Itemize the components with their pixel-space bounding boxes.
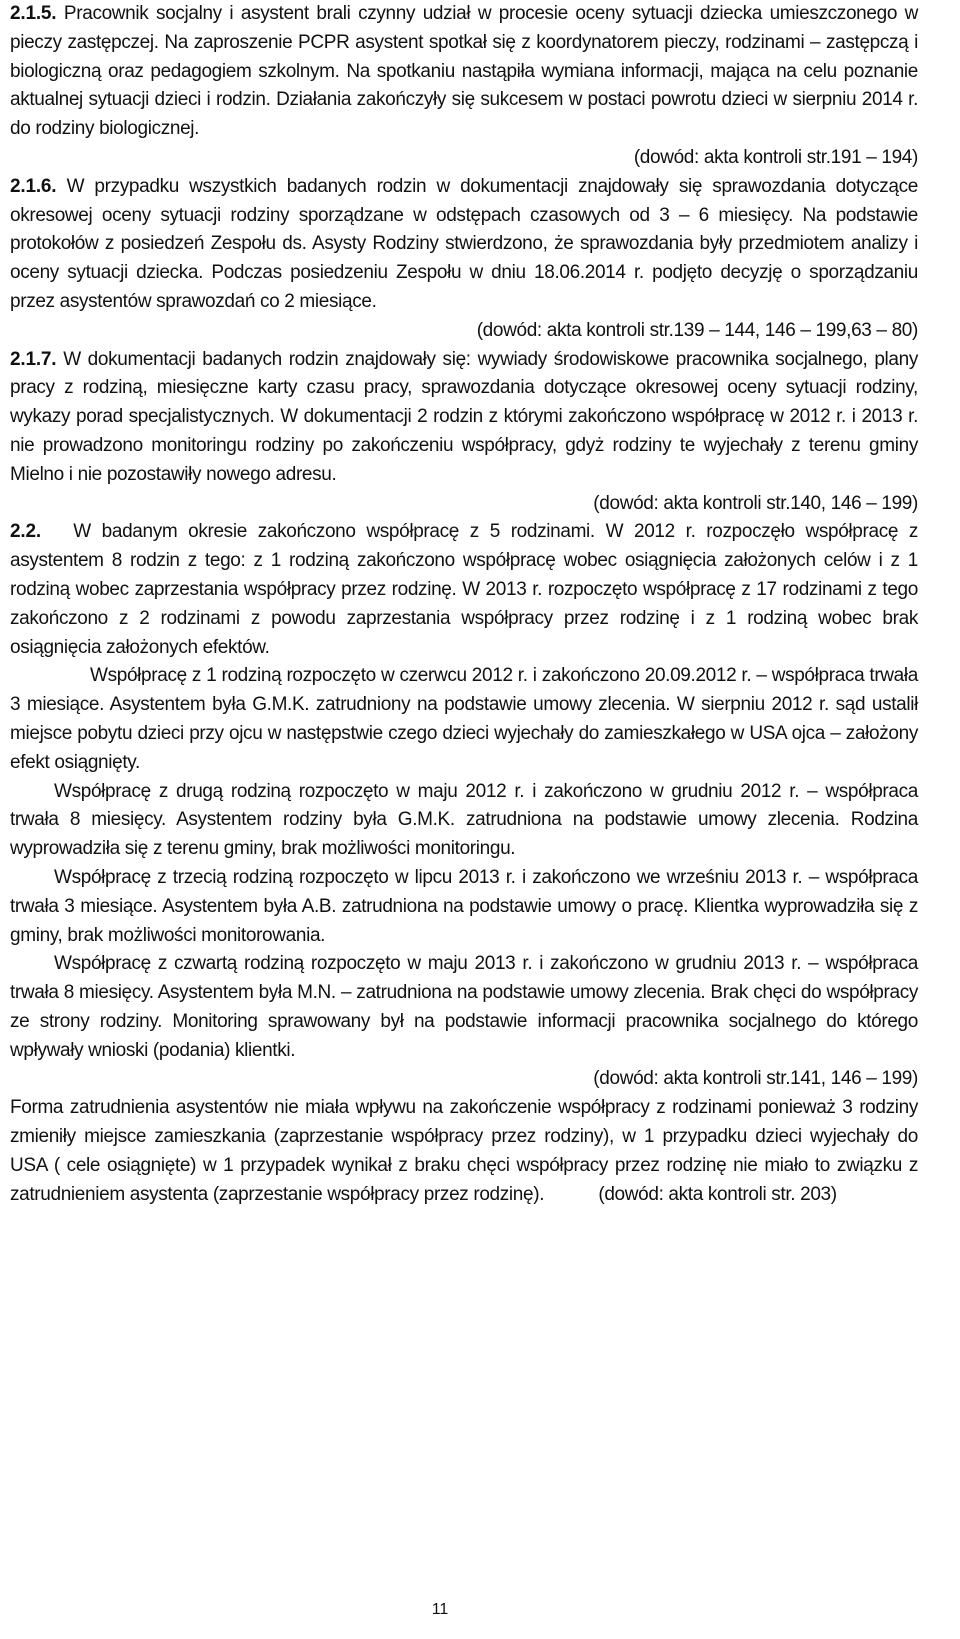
section-number: 2.1.7. bbox=[10, 348, 57, 370]
section-text: W przypadku wszystkich badanych rodzin w dokumentacji znajdowały się sprawozdania dotyczące okresowej oceny sytuacji rodziny sporządzane w odstępach czasowych od 3 – 6 miesięcy. Na podstawie protokołów z posiedzeń Zespołu ds. Asysty Rodziny stwierdzono, że sprawozdania były przedmiotem analizy i oceny sytuacji dziecka. Podczas posiedzeniu Zespołu w dniu 18.06.2014 r. podjęto decyzję o sporządzaniu przez asystentów sprawozdań co 2 miesiące. bbox=[10, 175, 918, 312]
case-paragraph-1: Współpracę z 1 rodziną rozpoczęto w czerwcu 2012 r. i zakończono 20.09.2012 r. – współpraca trwała 3 miesiące. Asystentem była G.M.K. zatrudniony na podstawie umowy zlecenia. W sierpniu 2012 r. sąd ustalił miejsce pobytu dzieci przy ojcu w następstwie czego dzieci wyjechały do zamieszkałego w USA ojca – założony efekt osiągnięty. bbox=[10, 665, 918, 773]
evidence-citation: (dowód: akta kontroli str.191 – 194) bbox=[633, 146, 918, 168]
evidence-citation: (dowód: akta kontroli str. 203) bbox=[598, 1183, 837, 1205]
summary-text: Forma zatrudnienia asystentów nie miała wpływu na zakończenie współpracy z rodzinami ponieważ 3 rodziny zmieniły miejsce zamieszkania (zaprzestanie współpracy przez rodziny), w 1 przypadku dzieci wyjechały do USA ( cele osiągnięte) w 1 przypadek wynikał z braku chęci współpracy przez rodzinę nie miało to związku z zatrudnieniem asystenta (zaprzestanie współpracy przez rodzinę). bbox=[10, 1097, 918, 1205]
section-2-2 bbox=[10, 518, 918, 662]
section-text: W dokumentacji badanych rodzin znajdowały się: wywiady środowiskowe pracownika socjalnego, plany pracy z rodziną, miesięczne karty czasu pracy, sprawozdania dotyczące okresowej oceny sytuacji rodziny, wykazy porad specjalistycznych. W dokumentacji 2 rodzin z którymi zakończono współpracę w 2012 r. i 2013 r. nie prowadzono monitoringu rodziny po zakończeniu współpracy, gdyż rodziny te wyjechały z terenu gminy Mielno i nie pozostawiły nowego adresu. bbox=[10, 348, 918, 485]
summary-paragraph bbox=[10, 1094, 918, 1209]
section-2-1-7 bbox=[10, 346, 918, 490]
evidence-citation: (dowód: akta kontroli str.140, 146 – 199) bbox=[593, 492, 918, 514]
section-number: 2.1.5. bbox=[10, 3, 57, 24]
section-number: 2.1.6. bbox=[10, 175, 57, 197]
section-text: Pracownik socjalny i asystent brali czynny udział w procesie oceny sytuacji dziecka umieszczonego w pieczy zastępczej. Na zaproszenie PCPR asystent spotkał się z koordynatorem pieczy, rodzinami – zastępczą i biologiczną oraz pedagogiem szkolnym. Na spotkaniu nastąpiła wymiana informacji, mająca na celu poznanie aktualnej sytuacji dzieci i rodzin. Działania zakończyły się sukcesem w postaci powrotu dzieci w sierpniu 2014 r. do rodziny biologicznej. bbox=[10, 3, 918, 140]
case-paragraph-2: Współpracę z drugą rodziną rozpoczęto w maju 2012 r. i zakończono w grudniu 2012 r. – współpraca trwała 8 miesięcy. Asystentem rodziny była G.M.K. zatrudniona na podstawie umowy zlecenia. Rodzina wyprowadziła się z terenu gminy, brak możliwości monitoringu. bbox=[10, 780, 918, 860]
section-number: 2.2. bbox=[10, 521, 41, 543]
section-2-1-5 bbox=[10, 0, 918, 144]
evidence-citation: (dowód: akta kontroli str.141, 146 – 199) bbox=[593, 1068, 918, 1090]
section-2-1-6 bbox=[10, 173, 918, 317]
evidence-citation: (dowód: akta kontroli str.139 – 144, 146 – 199,63 – 80) bbox=[476, 319, 918, 341]
document-body bbox=[10, 0, 918, 1209]
case-paragraph-3: Współpracę z trzecią rodziną rozpoczęto w lipcu 2013 r. i zakończono we wrześniu 2013 r. – współpraca trwała 3 miesiące. Asystentem była A.B. zatrudniona na podstawie umowy o pracę. Klientka wyprowadziła się z gminy, brak możliwości monitorowania. bbox=[10, 866, 918, 946]
section-text: W badanym okresie zakończono współpracę z 5 rodzinami. W 2012 r. rozpoczęło współpracę z asystentem 8 rodzin z tego: z 1 rodziną zakończono współpracę wobec osiągnięcia założonych celów i z 1 rodziną wobec zaprzestania współpracy przez rodzinę. W 2013 r. rozpoczęto współpracę z 17 rodzinami z tego zakończono z 2 rodzinami z powodu zaprzestania współpracy przez rodzinę i z 1 rodziną wobec brak osiągnięcia założonych efektów. bbox=[10, 521, 918, 658]
page-number: 11 bbox=[431, 1601, 449, 1618]
case-paragraph-4: Współpracę z czwartą rodziną rozpoczęto w maju 2013 r. i zakończono w grudniu 2013 r. – współpraca trwała 8 miesięcy. Asystentem była M.N. – zatrudniona na podstawie umowy zlecenia. Brak chęci do współpracy ze strony rodziny. Monitoring sprawowany był na podstawie informacji pracownika socjalnego do którego wpływały wnioski (podania) klientki. bbox=[10, 953, 918, 1061]
